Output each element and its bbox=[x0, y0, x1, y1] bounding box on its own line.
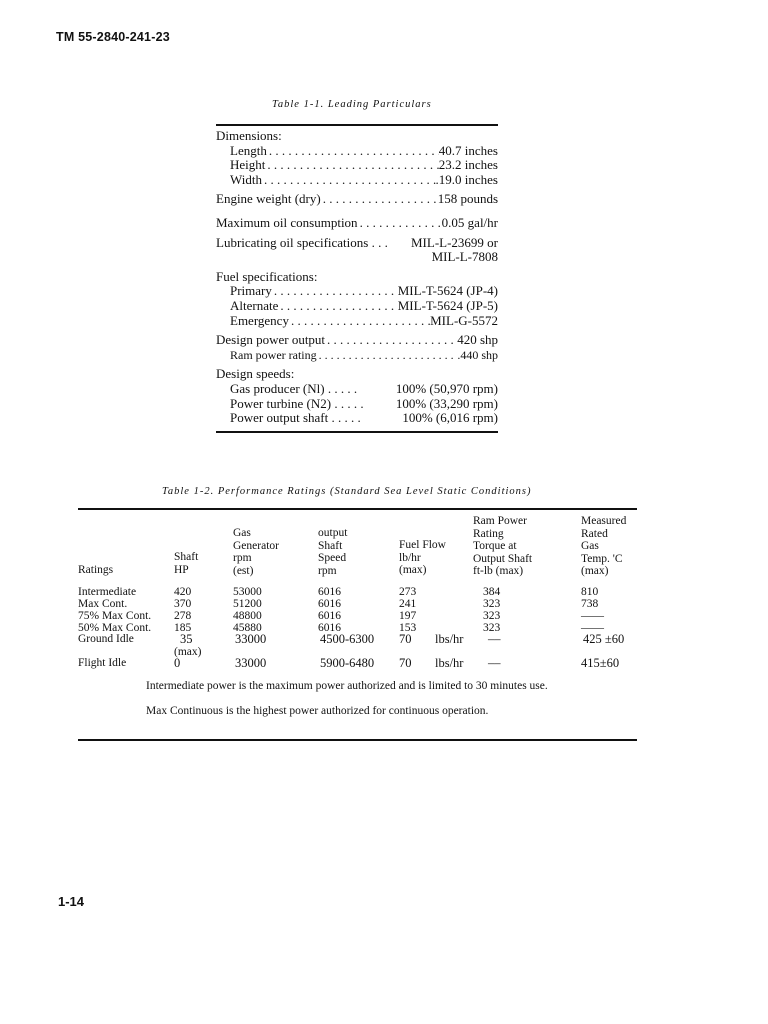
table-row: Ground Idle 35 33000 4500-6300 70 lbs/hr –– 425 ±60 bbox=[78, 632, 625, 646]
header-shaft-hp: Shaft HP bbox=[174, 551, 199, 576]
fuel-spec-heading: Fuel specifications: bbox=[216, 268, 318, 284]
table-note-intermediate: Intermediate power is the maximum power authorized and is limited to 30 minutes use. bbox=[146, 680, 548, 692]
power-shaft-row: Power output shaft . . . . . 100% (6,016 rpm) bbox=[230, 410, 498, 426]
header-ram-power: Ram Power Rating Torque at Output Shaft ft-lb (max) bbox=[473, 515, 533, 577]
header-fuel-flow: Fuel Flow lb/hr (max) bbox=[399, 539, 446, 576]
document-id: TM 55-2840-241-23 bbox=[56, 30, 170, 44]
max-oil-row: Maximum oil consumption . . . 0.05 gal/hr bbox=[216, 216, 498, 231]
power-turbine-row: Power turbine (N2) . . . . . 100% (33,290 rpm) bbox=[230, 395, 498, 411]
table-row: Max Cont. 370 51200 6016 241 323 738 bbox=[78, 598, 599, 610]
width-row: Width . . . .19.0 inches bbox=[216, 173, 498, 188]
table-note-max-continuous: Max Continuous is the highest power authorized for continuous operation. bbox=[146, 705, 489, 717]
height-row: Height . . . 23.2 inches bbox=[216, 158, 498, 173]
table-row: 50% Max Cont. 185 45880 6016 153 323 —— bbox=[78, 622, 604, 634]
header-ratings: Ratings bbox=[78, 564, 114, 576]
ram-power-row: Ram power rating . . . .440 shp bbox=[216, 348, 498, 363]
gas-producer-row: Gas producer (Nl) . . . . . 100% (50,970 rpm) bbox=[230, 380, 498, 396]
alternate-fuel-row: Alternate . . . MIL-T-5624 (JP-5) bbox=[216, 299, 498, 314]
header-gas-generator: Gas Generator rpm (est) bbox=[233, 527, 279, 577]
design-speeds-heading: Design speeds: bbox=[216, 366, 295, 382]
header-measured-temp: Measured Rated Gas Temp. 'C (max) bbox=[581, 515, 627, 577]
length-row: Length . . . 40.7 inches bbox=[216, 144, 498, 159]
table-row: 75% Max Cont. 278 48800 6016 197 323 —— bbox=[78, 610, 604, 622]
table-row: Flight Idle 0 33000 5900-6480 70 lbs/hr –– 415±60 bbox=[78, 656, 620, 670]
lube-oil-row: Lubricating oil specifications . . . MIL-L-23699 or bbox=[216, 234, 498, 250]
emergency-fuel-row: Emergency . . . MIL-G-5572 bbox=[216, 314, 498, 329]
header-output-shaft: output Shaft Speed rpm bbox=[318, 527, 348, 577]
design-power-row: Design power output . . . 420 shp bbox=[216, 333, 498, 348]
primary-fuel-row: Primary . . . MIL-T-5624 (JP-4) bbox=[216, 284, 498, 299]
engine-weight-row: Engine weight (dry) . . . 158 pounds bbox=[216, 192, 498, 207]
performance-ratings-table bbox=[78, 508, 637, 741]
table-1-1-caption: Table 1-1. Leading Particulars bbox=[272, 99, 432, 110]
page-number: 1-14 bbox=[58, 894, 85, 909]
leading-particulars-table bbox=[216, 124, 498, 433]
table-1-2-caption: Table 1-2. Performance Ratings (Standard Sea Level Static Conditions) bbox=[162, 486, 532, 497]
lube-oil-row-cont: MIL-L-7808 bbox=[431, 249, 498, 265]
table-row: (max) bbox=[174, 646, 202, 658]
dimensions-heading: Dimensions: bbox=[216, 128, 282, 143]
table-row: Intermediate 420 53000 6016 273 384 810 bbox=[78, 586, 599, 598]
